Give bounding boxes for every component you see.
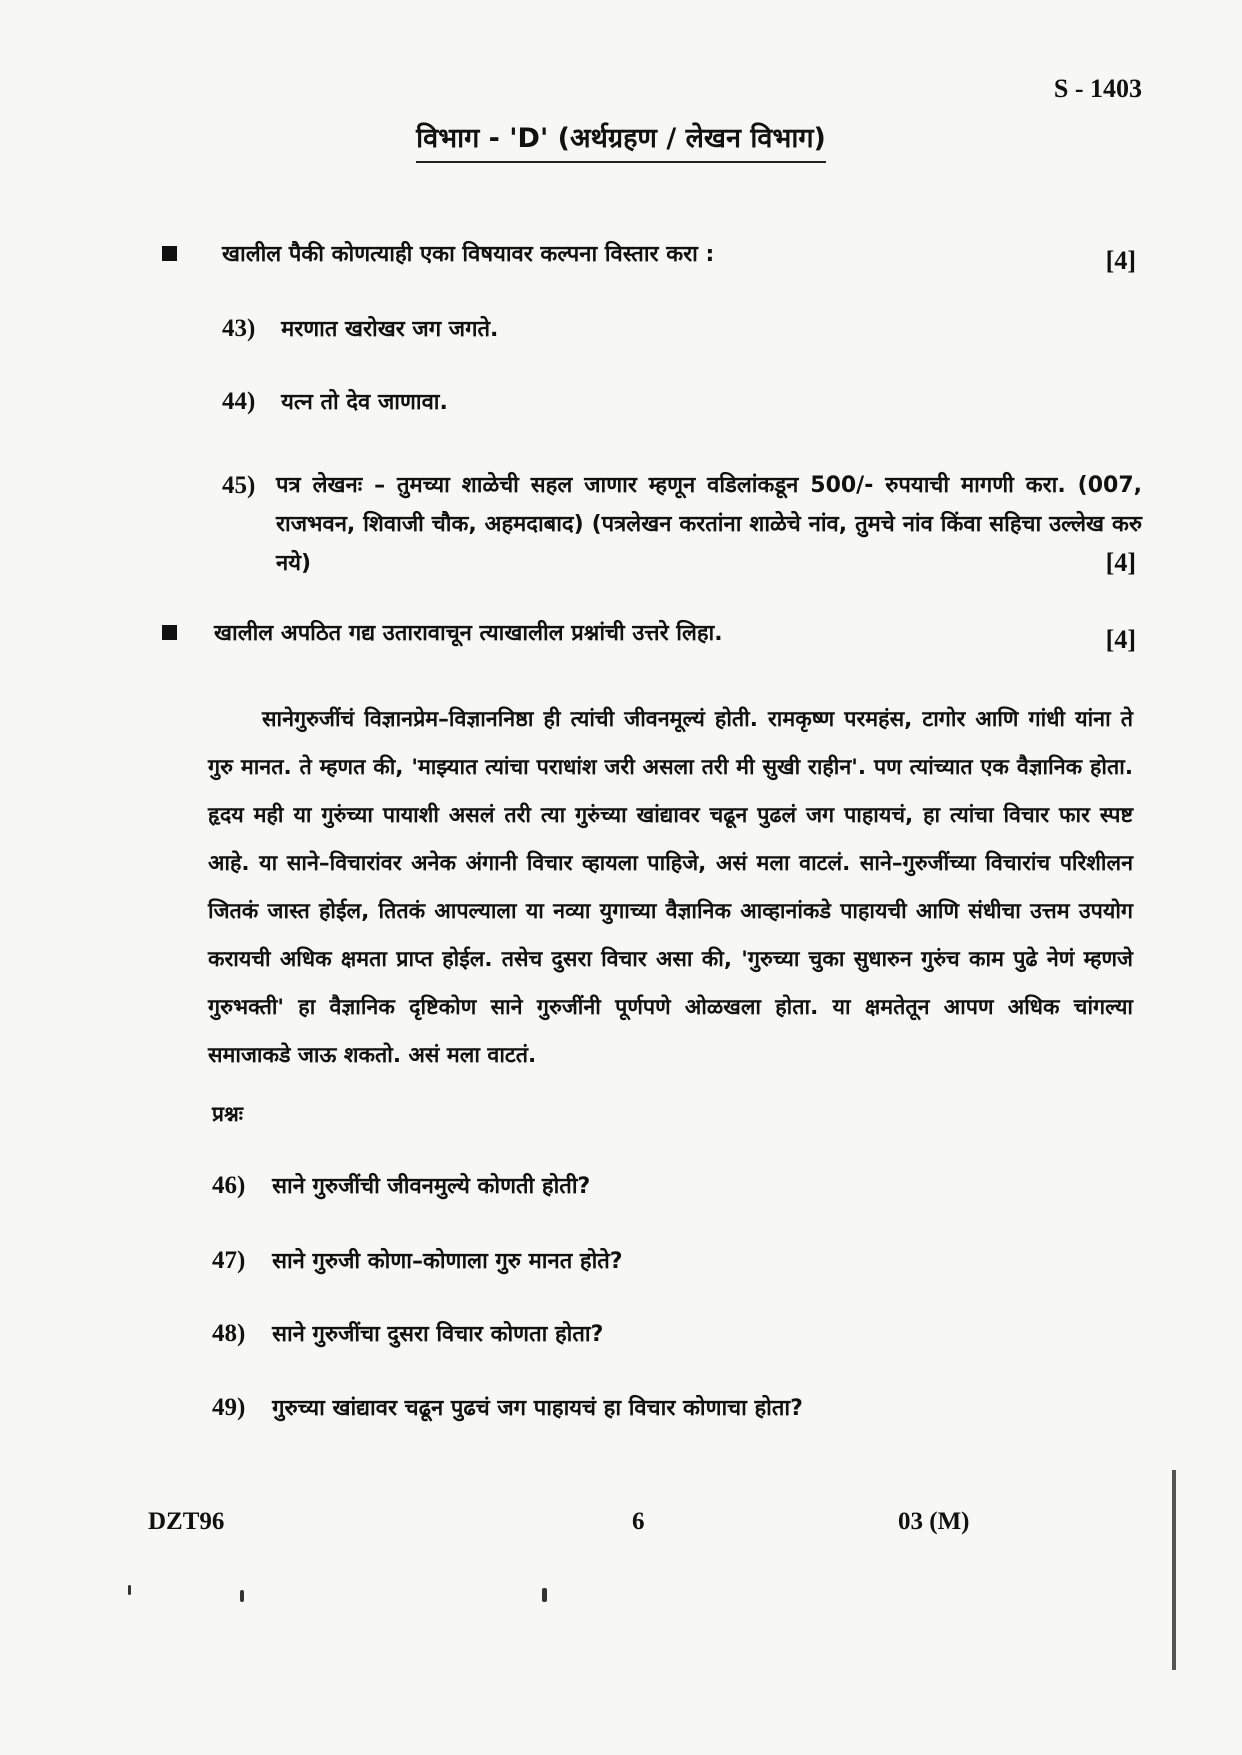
- question-49: [212, 1392, 803, 1422]
- footer-code: DZT96: [148, 1508, 225, 1535]
- page-number: 6: [632, 1508, 645, 1535]
- scan-mark: [542, 1588, 547, 1602]
- question-text: मरणात खरोखर जग जगते.: [281, 317, 499, 342]
- question-number: 47): [212, 1247, 246, 1274]
- section1-instruction: खालील पैकी कोणत्याही एका विषयावर कल्पना विस्तार करा :: [222, 242, 715, 267]
- scan-mark: [128, 1585, 131, 1595]
- footer-subject-code: 03 (M): [898, 1508, 970, 1535]
- section-title-text: विभाग - 'D' (अर्थग्रहण / लेखन विभाग): [416, 118, 826, 163]
- letter-marks: [4]: [1105, 548, 1136, 577]
- scan-mark: [240, 1590, 244, 1602]
- question-text: साने गुरुजींची जीवनमुल्ये कोणती होती?: [272, 1174, 591, 1199]
- question-number: 49): [212, 1394, 246, 1421]
- question-text: साने गुरुजींचा दुसरा विचार कोणता होता?: [272, 1322, 604, 1347]
- question-number: 48): [212, 1320, 246, 1347]
- question-text: यत्न तो देव जाणावा.: [281, 390, 448, 415]
- questions-label: प्रश्नः: [212, 1102, 244, 1126]
- question-number: 44): [222, 388, 256, 415]
- section2-instruction: खालील अपठित गद्य उतारावाचून त्याखालील प्रश्नांची उत्तरे लिहा.: [214, 621, 723, 646]
- letter-writing-text: पत्र लेखनः – तुमच्या शाळेची सहल जाणार म्हणून वडिलांकडून 500/- रुपयाची मागणी करा. (007, राजभवन, शिवाजी चौक, अहमदाबाद) (पत्रलेखन करतांना शाळेचे नांव, तुमचे नांव किंवा सहिचा उल्लेख करु नये): [276, 473, 1142, 576]
- question-44: [222, 386, 448, 416]
- question-number: 46): [212, 1172, 246, 1199]
- question-number: 45): [222, 472, 256, 499]
- question-number: 43): [222, 315, 256, 342]
- question-46: [212, 1170, 590, 1200]
- section-title: [0, 118, 1242, 163]
- question-43: [222, 313, 498, 343]
- paper-code: S - 1403: [1053, 74, 1142, 103]
- section1-marks: [4]: [1105, 246, 1136, 275]
- question-text: गुरुच्या खांद्यावर चढून पुढचं जग पाहायचं हा विचार कोणाचा होता?: [272, 1396, 803, 1421]
- scan-edge-line: [1172, 1470, 1176, 1670]
- question-text: साने गुरुजी कोणा–कोणाला गुरु मानत होते?: [272, 1249, 623, 1274]
- bullet-icon: [162, 246, 177, 261]
- unseen-passage: सानेगुरुजींचं विज्ञानप्रेम–विज्ञाननिष्ठा ही त्यांची जीवनमूल्यं होती. रामकृष्ण परमहंस, टागोर आणि गांधी यांना ते गुरु मानत. ते म्हणत की, 'माझ्यात त्यांचा पराधांश जरी असला तरी मी सुखी राहीन'. पण त्यांच्यात एक वैज्ञानिक होता. हृदय मही या गुरुंच्या पायाशी असलं तरी त्या गुरुंच्या खांद्यावर चढून पुढलं जग पाहायचं, हा त्यांचा विचार फार स्पष्ट आहे. या साने–विचारांवर अनेक अंगानी विचार व्हायला पाहिजे, असं मला वाटलं. साने–गुरुजींच्या विचारांच परिशीलन जितकं जास्त होईल, तितकं आपल्याला या नव्या युगाच्या वैज्ञानिक आव्हानांकडे पाहायची आणि संधीचा उत्तम उपयोग करायची अधिक क्षमता प्राप्त होईल. तसेच दुसरा विचार असा की, 'गुरुच्या चुका सुधारुन गुरुंच काम पुढे नेणं म्हणजे गुरुभक्ती' हा वैज्ञानिक दृष्टिकोण साने गुरुजींनी पूर्णपणे ओळखला होता. या क्षमतेतून आपण अधिक चांगल्या समाजाकडे जाऊ शकतो. असं मला वाटतं.: [208, 707, 1133, 1068]
- question-47: [212, 1245, 623, 1275]
- question-45: [222, 466, 1142, 583]
- bullet-icon: [162, 625, 177, 640]
- question-48: [212, 1318, 603, 1348]
- section2-marks: [4]: [1105, 625, 1136, 654]
